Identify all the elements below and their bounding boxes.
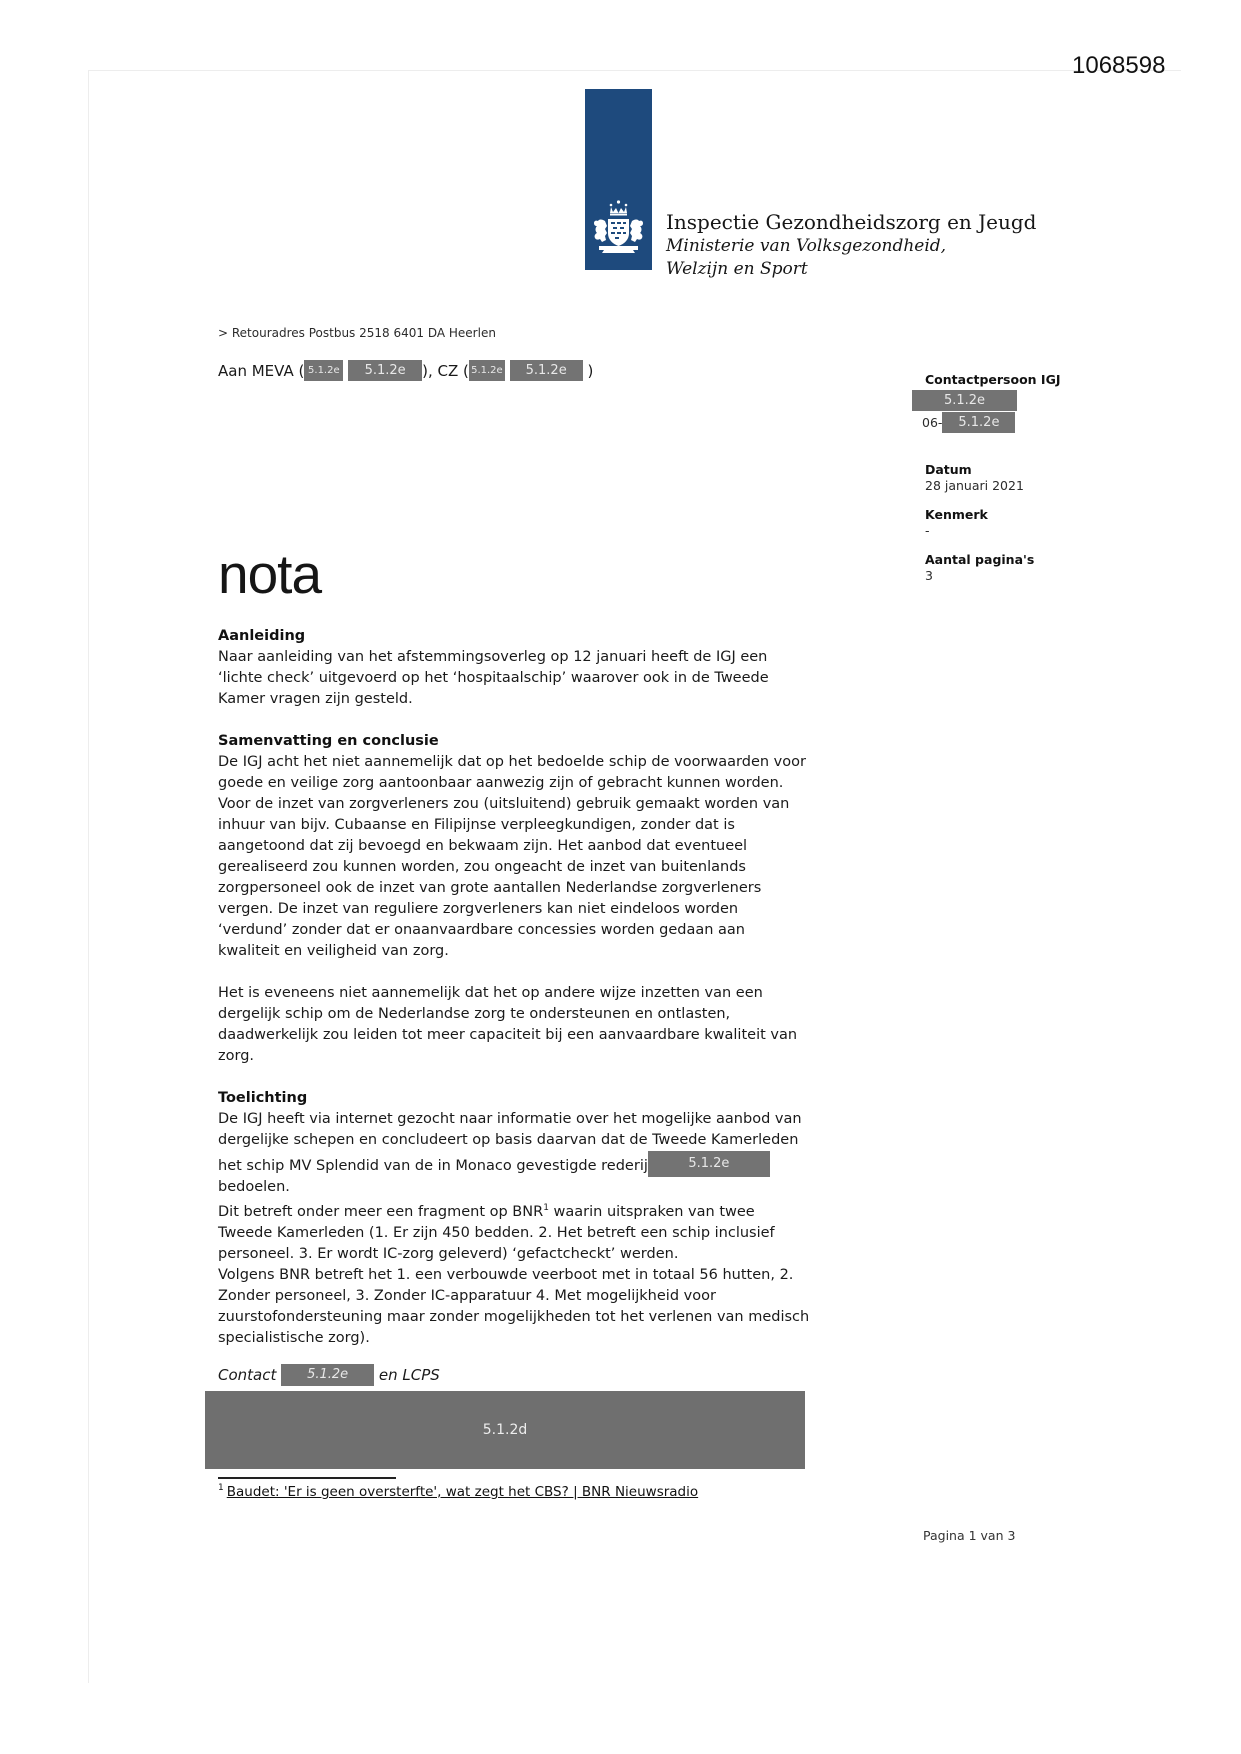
addressee-text-2: ), CZ (	[422, 362, 469, 380]
samenvatting-paragraph-2: Het is eveneens niet aannemelijk dat het op andere wijze inzetten van een dergelijk schip om de Nederlandse zorg te ondersteunen en ontlasten, daadwerkelijk zou leiden tot meer capaciteit bij een aanvaardbare kwaliteit van zorg.	[218, 985, 798, 1064]
footnote-link[interactable]: Baudet: 'Er is geen oversterfte', wat zegt het CBS? | BNR Nieuwsradio	[226, 1483, 699, 1500]
section-heading-samenvatting: Samenvatting en conclusie	[218, 733, 439, 749]
footnote-marker: 1	[543, 1203, 549, 1213]
datum-value: 28 januari 2021	[925, 478, 1024, 493]
toelichting-p1-tail: bedoelen.	[218, 1179, 290, 1195]
redaction-box: 5.1.2e	[469, 360, 505, 381]
kenmerk-label: Kenmerk	[925, 507, 988, 522]
pages-value: 3	[925, 568, 933, 583]
redaction-box: 5.1.2e	[942, 412, 1015, 433]
contact-line-text: Contact	[218, 1365, 277, 1384]
redaction-box: 5.1.2e	[912, 390, 1017, 411]
pages-label: Aantal pagina's	[925, 552, 1035, 567]
contact-line	[218, 1364, 810, 1386]
contactperson-label: Contactpersoon IGJ	[925, 372, 1061, 387]
toelichting-paragraph-3: Volgens BNR betreft het 1. een verbouwde veerboot met in totaal 56 hutten, 2. Zonder personeel, 3. Zonder IC-apparatuur 4. Met mogelijkheid voor zuurstofondersteuning maar zonder mogelijkheden tot het verlenen van medisch specialistische zorg).	[218, 1266, 810, 1346]
page-number: Pagina 1 van 3	[923, 1528, 1016, 1543]
datum-label: Datum	[925, 462, 972, 477]
toelichting-p2-text: Dit betreft onder meer een fragment op BNR	[218, 1203, 544, 1220]
redaction-box: 5.1.2e	[281, 1364, 374, 1386]
addressee-text-1: Aan MEVA (	[218, 362, 305, 380]
samenvatting-paragraph-1: De IGJ acht het niet aannemelijk dat op het bedoelde schip de voorwaarden voor goede en veilige zorg aantoonbaar aanwezig zijn of gebracht kunnen worden. Voor de inzet van zorgverleners zou (uitsluitend) gebruik gemaakt worden van inhuur van bijv. Cubaanse en Filipijnse verpleegkundigen, zonder dat is aangetoond dat zij bevoegd en bekwaam zijn. Het aanbod dat eventueel gerealiseerd zou kunnen worden, zou ongeacht de inzet van buitenlands zorgpersoneel ook de inzet van grote aantallen Nederlandse zorgverleners vergen. De inzet van reguliere zorgverleners kan niet eindeloos worden ‘verdund’ zonder dat er onaanvaardbare concessies worden gedaan aan kwaliteit en veiligheid van zorg.	[218, 754, 806, 959]
ministry-line-1: Ministerie van Volksgezondheid,	[666, 236, 947, 256]
letter-body	[218, 543, 810, 1500]
footnote-divider	[218, 1477, 396, 1479]
contact-line-tail: en LCPS	[378, 1365, 440, 1384]
footnote	[218, 1483, 810, 1500]
ministry-line-2: Welzijn en Sport	[666, 259, 808, 279]
datum-group	[912, 462, 1132, 494]
kenmerk-group	[912, 507, 1132, 539]
pages-group	[912, 552, 1132, 584]
header-text-block	[666, 210, 1036, 281]
section-heading-aanleiding: Aanleiding	[218, 628, 306, 644]
organization-name: Inspectie Gezondheidszorg en Jeugd	[666, 210, 1037, 234]
aanleiding-paragraph: Naar aanleiding van het afstemmingsoverleg op 12 januari heeft de IGJ een ‘lichte check’ uitgevoerd op het ‘hospitaalschip’ waarover ook in de Tweede Kamer vragen zijn gesteld.	[218, 649, 769, 707]
addressee-text-3: )	[587, 362, 594, 380]
rijksoverheid-logo-bar	[585, 89, 652, 270]
redaction-box: 5.1.2e	[348, 360, 422, 381]
contactperson-group	[912, 372, 1132, 433]
retouradres-line: > Retouradres Postbus 2518 6401 DA Heerlen	[218, 326, 496, 340]
phone-line	[912, 412, 1132, 433]
redaction-box: 5.1.2e	[304, 360, 343, 381]
section-heading-toelichting: Toelichting	[218, 1090, 308, 1106]
phone-prefix: 06-	[922, 415, 943, 430]
toelichting-p1-text: De IGJ heeft via internet gezocht naar informatie over het mogelijke aanbod van dergelijke schepen en concludeert op basis daarvan dat de Tweede Kamerleden het schip MV Splendid van de in Monaco gevestigde rederij	[218, 1111, 802, 1174]
toelichting-paragraph-2	[218, 1198, 810, 1265]
redaction-box: 5.1.2e	[510, 360, 583, 381]
addressee-line	[218, 360, 593, 381]
footnote-number: 1	[218, 1482, 224, 1493]
document-number: 1068598	[1072, 52, 1166, 79]
redaction-box: 5.1.2e	[648, 1151, 770, 1177]
rijksoverheid-crest-icon	[591, 199, 646, 263]
toelichting-paragraph-1	[218, 1109, 810, 1198]
toelichting-p2-tail: waarin uitspraken van twee Tweede Kamerleden (1. Er zijn 450 bedden. 2. Het betreft een schip inclusief personeel. 3. Er wordt IC-zorg geleverd) ‘gefactcheckt’ werden.	[218, 1203, 775, 1262]
letter-meta-sidebar	[912, 372, 1132, 597]
large-redaction-box: 5.1.2d	[205, 1391, 805, 1469]
kenmerk-value: -	[925, 523, 930, 538]
document-title: nota	[218, 543, 322, 605]
